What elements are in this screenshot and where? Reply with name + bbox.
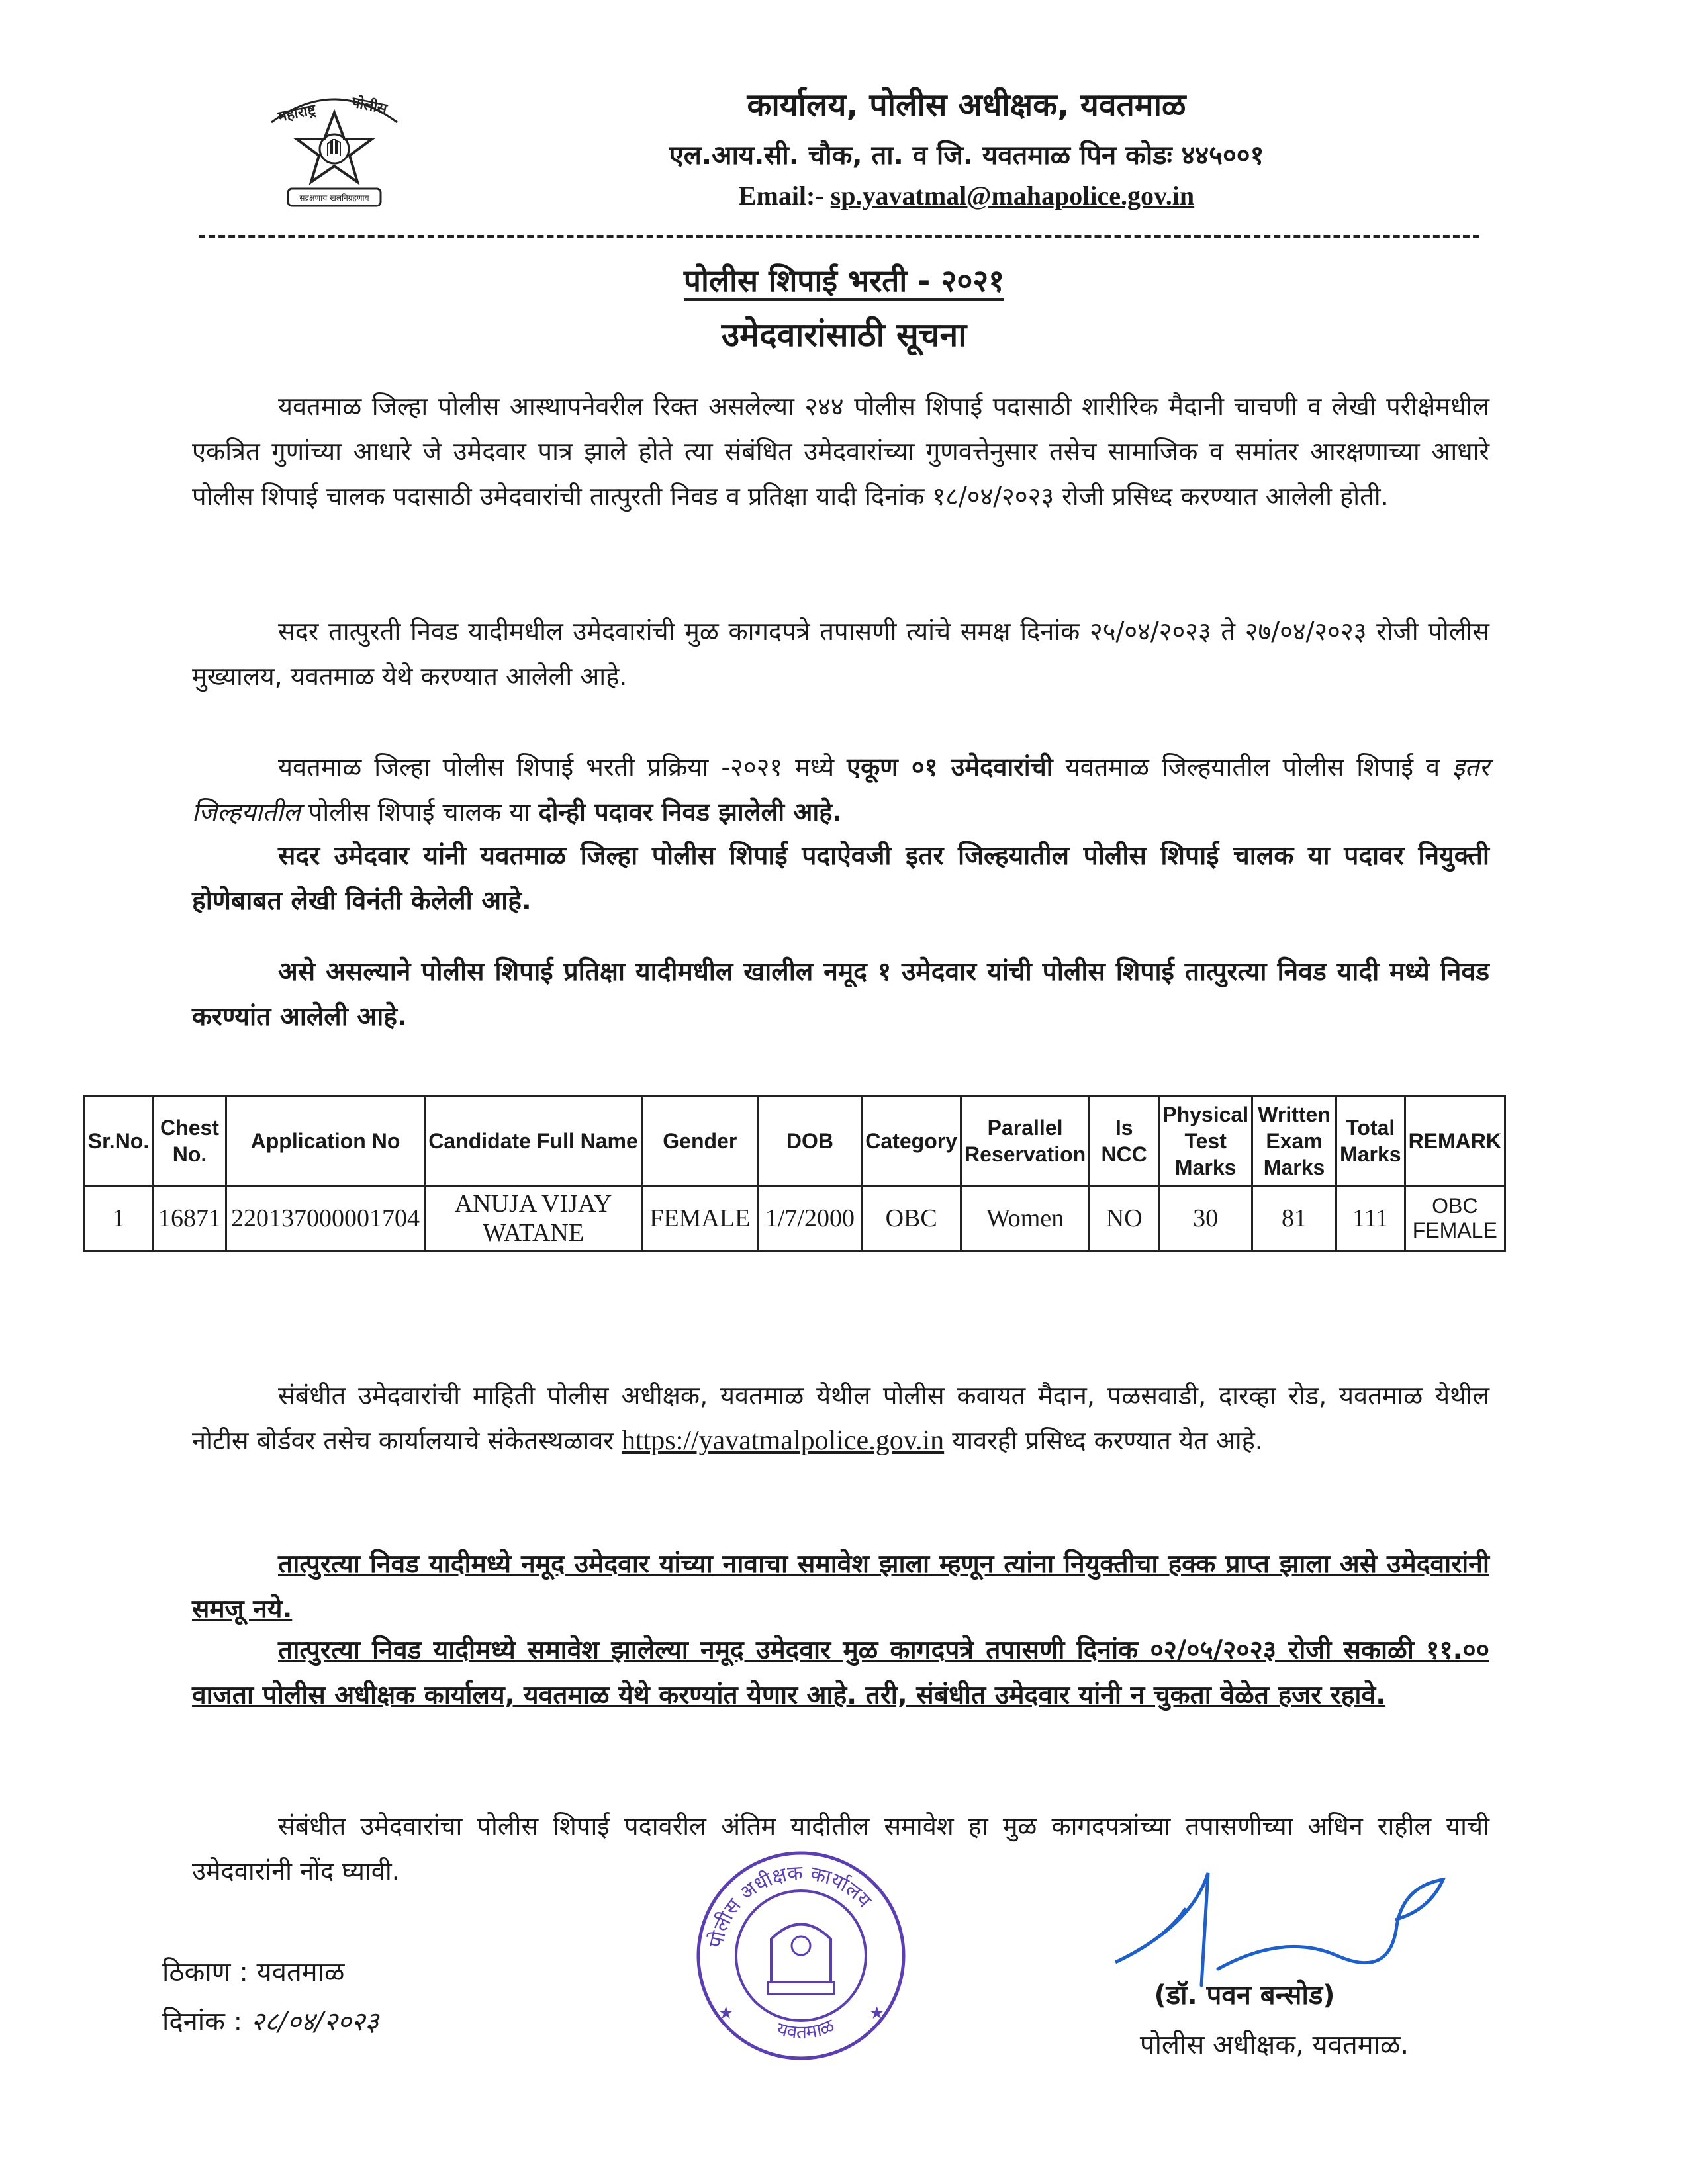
notice-subtitle: उमेदवारांसाठी सूचना <box>721 316 967 354</box>
cell-application-no: 220137000001704 <box>226 1186 425 1251</box>
notice-title <box>0 259 1688 300</box>
signatory-name: (डॉ. पवन बन्सोड) <box>1154 1980 1335 2011</box>
col-dob: DOB <box>758 1097 862 1186</box>
website-link[interactable]: https://yavatmalpolice.gov.in <box>621 1426 945 1456</box>
col-remark: REMARK <box>1405 1097 1505 1186</box>
email-link[interactable]: sp.yavatmal@mahapolice.gov.in <box>830 181 1195 210</box>
date-value: २८/०४/२०२३ <box>250 2007 379 2037</box>
maharashtra-police-emblem-icon <box>252 83 417 215</box>
paragraph-3 <box>192 745 1489 835</box>
paragraph-1: यवतमाळ जिल्हा पोलीस आस्थापनेवरील रिक्त असलेल्या २४४ पोलीस शिपाई पदासाठी शारीरिक मैदानी चाचणी व लेखी परीक्षेमधील एकत्रित गुणांच्या आधारे जे उमेदवार पात्र झाले होते त्या संबंधित उमेदवारांच्या गुणवत्तेनुसार तसेच सामाजिक व समांतर आरक्षणाच्या आधारे पोलीस शिपाई चालक पदासाठी उमेदवारांची तात्पुरती निवड व प्रतिक्षा यादी दिनांक १८/०४/२०२३ रोजी प्रसिध्द करण्यात आलेली होती. <box>192 392 1489 511</box>
cell-dob: 1/7/2000 <box>758 1186 862 1251</box>
cell-remark: OBC FEMALE <box>1405 1186 1505 1251</box>
col-total-marks: Total Marks <box>1336 1097 1405 1186</box>
q1-part-b: यावरही प्रसिध्द करण्यात येत आहे. <box>944 1426 1263 1455</box>
p3-part-e: पोलीस शिपाई चालक या <box>300 797 539 827</box>
paragraph-5: असे असल्याने पोलीस शिपाई प्रतिक्षा यादीमधील खालील नमूद १ उमेदवार यांची पोलीस शिपाई तात्पुरत्या निवड यादी मध्ये निवड करण्यांत आलेली आहे. <box>192 957 1489 1032</box>
signatory-designation: पोलीस अधीक्षक, यवतमाळ. <box>1139 2030 1409 2060</box>
place-line: ठिकाण : यवतमाळ <box>162 1957 345 1987</box>
svg-text:सद्रक्षणाय खलनिग्रहणाय: सद्रक्षणाय खलनिग्रहणाय <box>299 193 369 203</box>
cell-sr-no: 1 <box>84 1186 154 1251</box>
col-written-marks: Written Exam Marks <box>1252 1097 1336 1186</box>
cell-physical-marks: 30 <box>1159 1186 1252 1251</box>
p3-part-a: यवतमाळ जिल्हा पोलीस शिपाई भरती प्रक्रिया -२०२१ मध्ये <box>278 752 847 782</box>
notice-paragraph-2: तात्पुरत्या निवड यादीमध्ये नमूद उमेदवार यांच्या नावाचा समावेश झाला म्हणून त्यांना नियुक्तीचा हक्क प्राप्त झाला असे उमेदवारांनी समजू नये. <box>192 1549 1489 1624</box>
col-is-ncc: Is NCC <box>1090 1097 1159 1186</box>
cell-is-ncc: NO <box>1090 1186 1159 1251</box>
col-sr-no: Sr.No. <box>84 1097 154 1186</box>
notice-paragraph-1 <box>192 1373 1489 1463</box>
col-application-no: Application No <box>226 1097 425 1186</box>
paragraph-4: सदर उमेदवार यांनी यवतमाळ जिल्हा पोलीस शिपाई पदाऐवजी इतर जिल्हयातील पोलीस शिपाई चालक या पदावर नियुक्ती होणेबाबत लेखी विनंती केलेली आहे. <box>192 841 1489 916</box>
cell-gender: FEMALE <box>642 1186 759 1251</box>
office-address: एल.आय.सी. चौक, ता. व जि. यवतमाळ पिन कोडः ४४५००१ <box>669 140 1264 171</box>
candidate-table <box>83 1095 1506 1252</box>
date-line <box>162 2002 379 2038</box>
office-email-line <box>503 180 1430 211</box>
email-label: Email:- <box>738 181 824 210</box>
svg-text:★: ★ <box>718 2003 734 2023</box>
table-row <box>84 1186 1505 1251</box>
notice-title-text: पोलीस शिपाई भरती - २०२१ <box>684 263 1004 301</box>
office-title: कार्यालय, पोलीस अधीक्षक, यवतमाळ <box>747 87 1186 124</box>
header-divider <box>199 235 1479 238</box>
q1-part-a: संबंधीत उमेदवारांची माहिती पोलीस अधीक्षक, यवतमाळ येथील पोलीस कवायत मैदान, पळसवाडी, दारव्हा रोड, यवतमाळ येथील नोटीस बोर्डवर तसेच कार्यालयाचे संकेतस्थळावर <box>192 1381 1489 1455</box>
col-category: Category <box>862 1097 961 1186</box>
p3-part-d: इतर जिल्हयातील <box>192 752 1489 827</box>
cell-parallel-reservation: Women <box>961 1186 1089 1251</box>
col-gender: Gender <box>642 1097 759 1186</box>
notice-paragraph-3: तात्पुरत्या निवड यादीमध्ये समावेश झालेल्या नमूद उमेदवार मुळ कागदपत्रे तपासणी दिनांक ०२/०५/२०२३ रोजी सकाळी ११.०० वाजता पोलीस अधीक्षक कार्यालय, यवतमाळ येथे करण्यांत येणार आहे. तरी, संबंधीत उमेदवार यांनी न चुकता वेळेत हजर रहावे. <box>192 1635 1489 1710</box>
svg-text:★: ★ <box>869 2003 885 2023</box>
svg-text:यवतमाळ: यवतमाळ <box>774 2014 838 2044</box>
cell-category: OBC <box>862 1186 961 1251</box>
notice-paragraph-4: संबंधीत उमेदवारांचा पोलीस शिपाई पदावरील अंतिम यादीतील समावेश हा मुळ कागदपत्रांच्या तपासणीच्या अधिन राहील याची उमेदवारांनी नोंद घ्यावी. <box>192 1811 1489 1886</box>
p3-part-b: एकूण ०१ उमेदवारांची <box>847 752 1053 782</box>
cell-candidate-name: ANUJA VIJAY WATANE <box>425 1186 642 1251</box>
cell-total-marks: 111 <box>1336 1186 1405 1251</box>
col-parallel-reservation: Parallel Reservation <box>961 1097 1089 1186</box>
date-label: दिनांक : <box>162 2007 251 2037</box>
col-chest-no: Chest No. <box>154 1097 226 1186</box>
svg-text:पोलीस: पोलीस <box>350 94 389 118</box>
svg-text:पोलीस अधीक्षक कार्यालय: पोलीस अधीक्षक कार्यालय <box>704 1861 876 1950</box>
col-physical-marks: Physical Test Marks <box>1159 1097 1252 1186</box>
p3-part-f: दोन्ही पदावर निवड झालेली आहे. <box>538 797 842 827</box>
p3-part-c: यवतमाळ जिल्हयातील पोलीस शिपाई व <box>1053 752 1453 782</box>
svg-text:महाराष्ट्र: महाराष्ट्र <box>276 101 318 126</box>
table-header-row <box>84 1097 1505 1186</box>
office-seal-icon <box>692 1846 910 2065</box>
paragraph-2: सदर तात्पुरती निवड यादीमधील उमेदवारांची मुळ कागदपत्रे तपासणी त्यांचे समक्ष दिनांक २५/०४/२०२३ ते २७/०४/२०२३ रोजी पोलीस मुख्यालय, यवतमाळ येथे करण्यात आलेली आहे. <box>192 617 1489 691</box>
cell-chest-no: 16871 <box>154 1186 226 1251</box>
col-candidate-name: Candidate Full Name <box>425 1097 642 1186</box>
cell-written-marks: 81 <box>1252 1186 1336 1251</box>
